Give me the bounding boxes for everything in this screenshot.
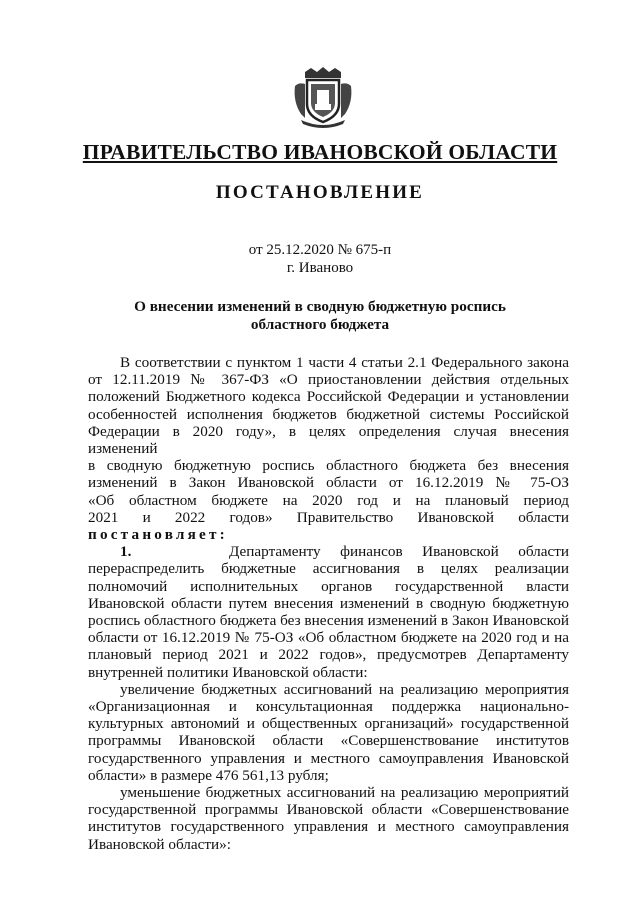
text-line: государственного управления и местного самоуправления Ивановской [88, 749, 569, 767]
increase-paragraph [88, 681, 569, 784]
text-line: Федерации в 2020 году», в целях определения случая внесения изменений [88, 422, 569, 458]
coat-of-arms-icon [291, 66, 355, 128]
text-line: внутренней политики Ивановской области: [88, 663, 368, 681]
text-line: увеличение бюджетных ассигнований на реализацию мероприятия [120, 680, 569, 698]
text-line: государственной программы Ивановской области «Совершенствование [88, 801, 569, 819]
text-line: институтов государственного управления и местного самоуправления [88, 818, 569, 836]
text-line: Ивановской области»: [88, 835, 231, 853]
text-line: программы Ивановской области «Совершенствование институтов [88, 732, 569, 750]
decree-word: постановляет: [88, 526, 228, 544]
text-line: 2021 и 2022 годов» Правительство Ивановской области [88, 508, 569, 526]
document-city: г. Иваново [286, 260, 354, 276]
text-line: области» в размере 476 561,13 рубля; [88, 766, 329, 784]
text-line: особенностей исполнения бюджетов бюджетной системы Российской [88, 405, 569, 423]
text-line: «Об областном бюджете на 2020 год и на плановый период [88, 491, 569, 509]
government-title: ПРАВИТЕЛЬСТВО ИВАНОВСКОЙ ОБЛАСТИ [82, 140, 558, 164]
text-line [88, 543, 569, 560]
text-line: положений Бюджетного кодекса Российской Федерации и установлении [88, 388, 569, 406]
text-line: плановый период 2021 и 2022 годов», предусмотрев Департаменту [88, 646, 569, 664]
item-number: 1. [120, 543, 132, 561]
decrease-paragraph [88, 784, 569, 853]
preamble-paragraph [88, 354, 569, 543]
document-body [88, 354, 569, 853]
text-line: уменьшение бюджетных ассигнований на реализацию мероприятий [120, 784, 569, 802]
document-subject [0, 298, 640, 334]
document-date-number: от 25.12.2020 № 675-п [248, 242, 392, 258]
document-type: ПОСТАНОВЛЕНИЕ [215, 182, 425, 203]
text-line: изменений в Закон Ивановской области от 16.12.2019 № 75-ОЗ [88, 474, 569, 492]
item-1-paragraph [88, 543, 569, 681]
text-line: области от 16.12.2019 № 75-ОЗ «Об областном бюджете на 2020 год и на [88, 629, 569, 647]
text-line: Ивановской области путем внесения изменений в сводную бюджетную [88, 594, 569, 612]
subject-line: областного бюджета [250, 316, 390, 333]
text-fragment: Департаменту финансов Ивановской области [229, 543, 569, 561]
text-line: в сводную бюджетную роспись областного бюджета без внесения [88, 457, 569, 475]
text-line: роспись областного бюджета без внесения изменений в Закон Ивановской [88, 612, 569, 630]
text-line: В соответствии с пунктом 1 части 4 статьи 2.1 Федерального закона [120, 354, 569, 371]
text-line: от 12.11.2019 № 367-ФЗ «О приостановлении действия отдельных [88, 371, 569, 389]
text-line: культурных автономий и общественных организаций» государственной [88, 715, 569, 733]
text-line: полномочий исполнительных органов государственной власти [88, 577, 569, 595]
text-line: «Организационная и консультационная поддержка национально- [88, 698, 569, 716]
text-line: перераспределить бюджетные ассигнования в целях реализации [88, 560, 569, 578]
subject-line: О внесении изменений в сводную бюджетную роспись [134, 298, 506, 315]
